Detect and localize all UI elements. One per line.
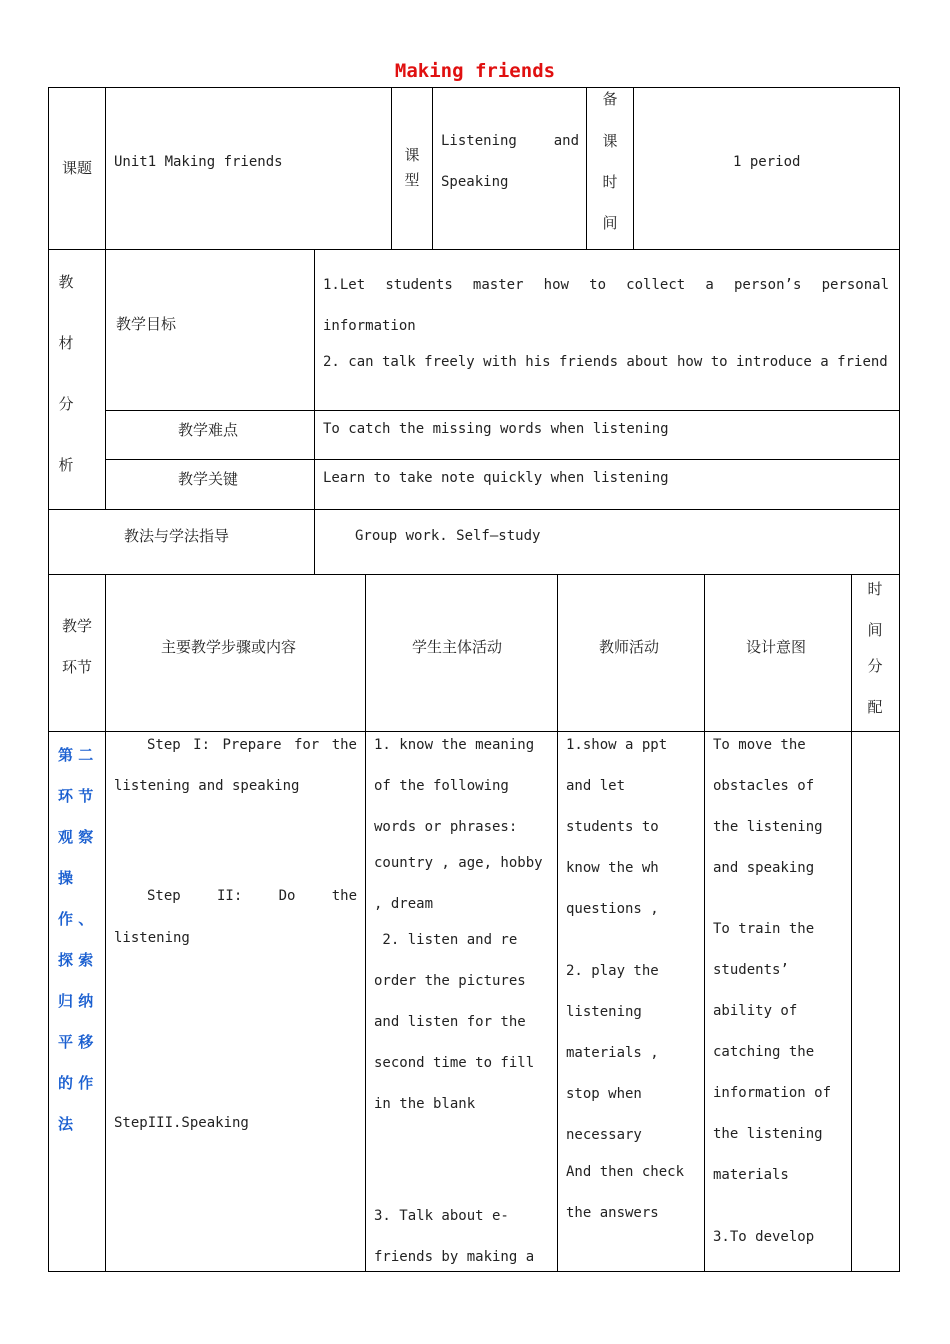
step1-line2: listening and speaking — [114, 778, 300, 794]
stage-name: 第 二 环 节 观 察 操 作 、 探 索 归 纳 平 移 的 作 法 — [58, 746, 94, 1133]
lesson-type-label: 课 型 — [404, 146, 420, 189]
student-activity-item3-line1: 3. Talk about e- — [374, 1208, 509, 1224]
objectives-label: 教学目标 — [116, 315, 177, 333]
step1-line1: Step I: Prepare for the — [147, 737, 357, 753]
student-activity-item3-line2: friends by making a — [374, 1249, 535, 1265]
difficulty-label: 教学难点 — [178, 421, 239, 439]
student-activity-header: 学生主体活动 — [412, 638, 503, 656]
prep-time-value: 1 period — [733, 154, 801, 170]
teacher-activity-list-3: And then check the answers — [566, 1164, 685, 1221]
difficulty-value: To catch the missing words when listening — [323, 421, 669, 437]
prep-time-label: 备 课 时 间 — [602, 90, 618, 232]
objectives-line2: information — [323, 318, 416, 334]
methods-value: Group work. Self—study — [355, 528, 541, 544]
design-intent-header: 设计意图 — [746, 638, 807, 656]
methods-label: 教法与学法指导 — [124, 527, 230, 545]
lesson-type-value-line1: Listening and — [441, 133, 579, 149]
teacher-activity-header: 教师活动 — [599, 638, 660, 656]
page-title: Making friends — [394, 60, 556, 82]
step2-line2: listening — [114, 930, 190, 946]
key-point-label: 教学关键 — [178, 470, 239, 488]
lesson-type-value-line2: Speaking — [441, 174, 509, 190]
design-intent-line3: 3.To develop — [713, 1229, 815, 1245]
stage-header: 教学 环节 — [62, 617, 93, 676]
step2-line1: Step II: Do the — [147, 888, 357, 904]
material-analysis-label: 教 材 分 析 — [58, 273, 74, 474]
objectives-line1: 1.Let students master how to collect a person’s personal — [323, 277, 889, 293]
steps-header: 主要教学步骤或内容 — [161, 638, 297, 656]
design-intent-list-2: To train the students’ ability of catching the information of the listening materials — [713, 921, 832, 1183]
teacher-activity-list-2: 2. play the listening materials , stop when necessary — [566, 963, 659, 1143]
student-activity-list: 1. know the meaning of the following words or phrases: country , age, hobby , dream 2. listen and re order the pictures and listen for the second time to fill in the blank — [374, 737, 543, 1112]
topic-value: Unit1 Making friends — [114, 154, 283, 170]
key-point-value: Learn to take note quickly when listening — [323, 470, 669, 486]
design-intent-list-1: To move the obstacles of the listening and speaking — [713, 737, 823, 876]
step3: StepIII.Speaking — [114, 1115, 249, 1131]
objectives-line3: 2. can talk freely with his friends about how to introduce a friend — [323, 354, 888, 370]
teacher-activity-list-1: 1.show a ppt and let students to know the wh questions , — [566, 737, 668, 917]
topic-label: 课题 — [62, 159, 93, 177]
time-allocation-header: 时 间 分 配 — [867, 580, 883, 716]
